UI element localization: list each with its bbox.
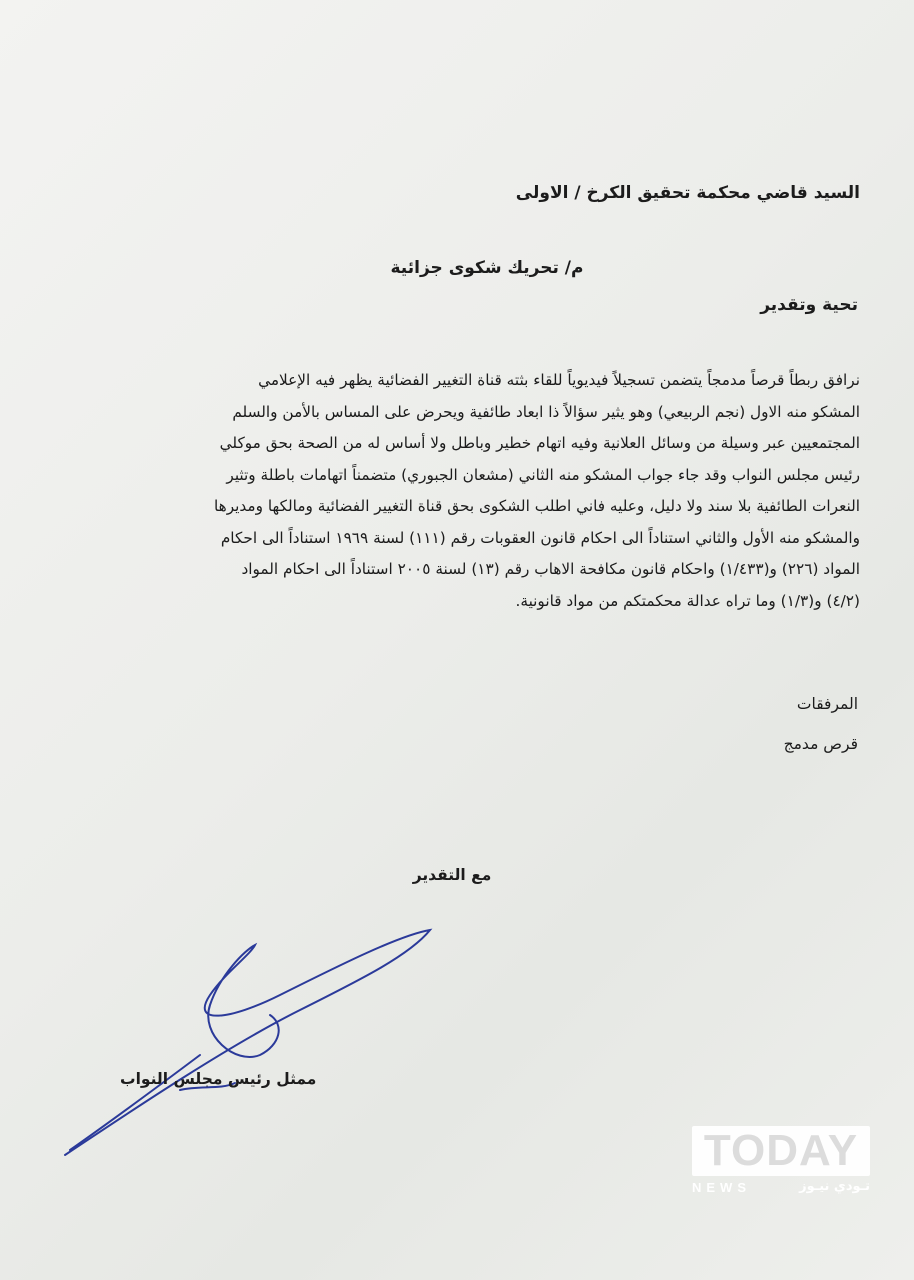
- addressee: السيد قاضي محكمة تحقيق الكرخ / الاولى: [515, 183, 860, 203]
- handwritten-signature: [60, 915, 440, 1165]
- attachment-item: قرص مدمج: [783, 735, 858, 753]
- signer-title: ممثل رئيس مجلس النواب: [120, 1070, 317, 1088]
- today-news-watermark: [692, 1126, 870, 1204]
- body-line: والمشكو منه الأول والثاني استناداً الى احكام قانون العقوبات رقم (١١١) لسنة ١٩٦٩ استناداً الى احكام: [220, 528, 860, 547]
- watermark-arabic-text: تـودي نيـوز: [799, 1179, 870, 1194]
- body-line: المشكو منه الاول (نجم الربيعي) وهو يثير سؤالاً ذا ابعاد طائفية ويحرض على المساس بالأمن والسلم: [232, 402, 860, 421]
- watermark-caption: [692, 1180, 870, 1200]
- body-line: المواد (٢٢٦) و(١/٤٣٣) واحكام قانون مكافحة الاهاب رقم (١٣) لسنة ٢٠٠٥ استناداً الى احكام المواد: [241, 560, 860, 578]
- watermark-news-text: NEWS: [692, 1180, 751, 1195]
- attachments-heading: المرفقات: [796, 695, 858, 713]
- body-line: المجتمعيين عبر وسيلة من وسائل العلانية وفيه اتهام خطير وباطل ولا أساس له من الصحة بحق موكلي: [219, 434, 860, 452]
- body-line: (٤/٢) و(١/٣) وما تراه عدالة محكمتكم من مواد قانونية.: [515, 591, 860, 610]
- letter-body: [54, 365, 860, 617]
- body-line: نرافق ربطاً قرصاً مدمجاً يتضمن تسجيلاً فيديوياً للقاء بثته قناة التغيير الفضائية يظهر فيه الإعلامي: [258, 371, 860, 389]
- closing: مع التقدير: [412, 866, 492, 884]
- body-line: النعرات الطائفية بلا سند ولا دليل، وعليه فاني اطلب الشكوى بحق قناة التغيير الفضائية ومالكها ومديرها: [213, 497, 860, 515]
- watermark-logo-text: TODAY: [703, 1126, 859, 1175]
- body-line: رئيس مجلس النواب وقد جاء جواب المشكو منه الثاني (مشعان الجبوري) متضمناً اتهامات باطلة وتثير: [226, 465, 860, 484]
- greeting: تحية وتقدير: [760, 295, 858, 315]
- subject-line: م/ تحريك شكوى جزائية: [390, 258, 584, 278]
